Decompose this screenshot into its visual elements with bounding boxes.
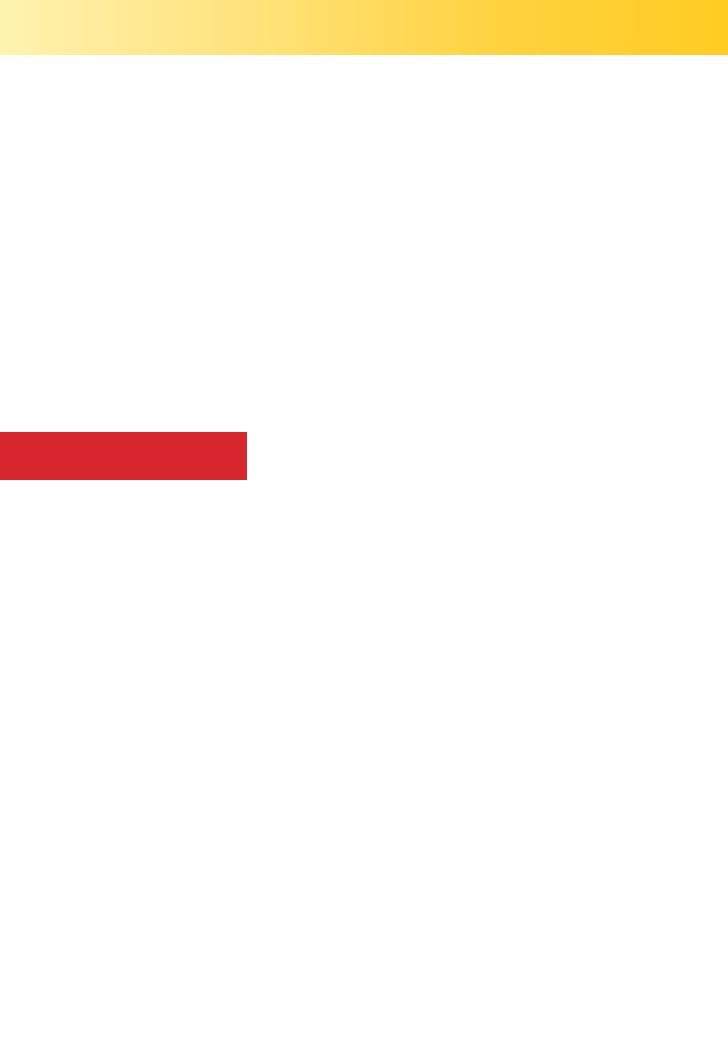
page-header	[0, 0, 728, 55]
section-heading-band	[0, 432, 247, 480]
